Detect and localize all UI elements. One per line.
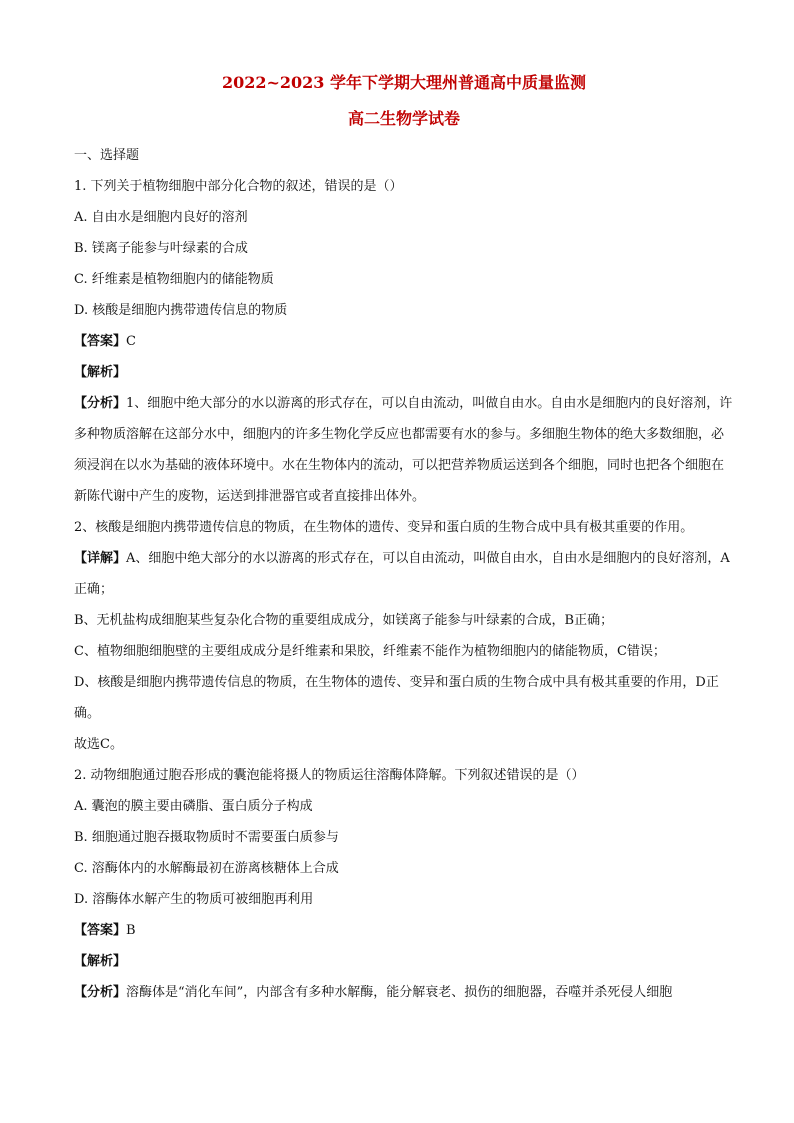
q2-answer-value: B (126, 923, 136, 938)
q1-fenxi-1 (74, 388, 734, 512)
section-heading: 一、选择题 (74, 148, 140, 163)
q1-fenxi-1-text: 1、细胞中绝大部分的水以游离的形式存在，可以自由流动，叫做自由水。自由水是细胞内的良好溶剂，许多种物质溶解在这部分水中，细胞内的许多生物化学反应也都需要有水的参与。多细胞生物体的绝大多数细胞，必须浸润在以水为基础的液体环境中。水在生物体内的流动，可以把营养物质运送到各个细胞，同时也把各个细胞在新陈代谢中产生的废物，运送到排泄器官或者直接排出体外。 (74, 396, 733, 504)
q1-xiangjie-b: B、无机盐构成细胞某些复杂化合物的重要组成成分，如镁离子能参与叶绿素的合成，B正确； (74, 613, 614, 628)
q1-xiangjie-tag: 【详解】 (74, 551, 127, 566)
q1-stem: 1. 下列关于植物细胞中部分化合物的叙述，错误的是（） (74, 179, 403, 194)
q2-stem: 2. 动物细胞通过胞吞形成的囊泡能将摄人的物质运往溶酶体降解。下列叙述错误的是（） (74, 768, 585, 783)
q2-fenxi-1 (74, 977, 734, 1008)
q1-answer-tag: 【答案】 (74, 334, 127, 349)
q2-option-a: A. 囊泡的膜主要由磷脂、蛋白质分子构成 (74, 799, 313, 814)
page-title: 2022~2023 学年下学期大理州普通高中质量监测 (221, 73, 587, 92)
q1-xiangjie-d: D、核酸是细胞内携带遗传信息的物质，在生物体的遗传、变异和蛋白质的生物合成中具有极其重要的作用，D正确。 (74, 675, 719, 721)
q1-conclusion: 故选C。 (74, 737, 123, 752)
q1-option-a: A. 自由水是细胞内良好的溶剂 (74, 210, 248, 225)
q1-answer (74, 326, 734, 357)
q2-option-d: D. 溶酶体水解产生的物质可被细胞再利用 (74, 892, 314, 907)
q1-fenxi-2: 2、核酸是细胞内携带遗传信息的物质，在生物体的遗传、变异和蛋白质的生物合成中具有极其重要的作用。 (74, 520, 694, 535)
q2-analysis-tag: 【解析】 (74, 954, 127, 969)
q2-option-c: C. 溶酶体内的水解酶最初在游离核糖体上合成 (74, 861, 339, 876)
q1-option-d: D. 核酸是细胞内携带遗传信息的物质 (74, 303, 288, 318)
document-page (74, 64, 734, 1008)
page-subtitle: 高二生物学试卷 (347, 109, 460, 128)
q2-fenxi-tag: 【分析】 (74, 985, 127, 1000)
q1-xiangjie-a-text: A、细胞中绝大部分的水以游离的形式存在，可以自由流动，叫做自由水，自由水是细胞内的良好溶剂，A正确； (74, 551, 730, 597)
q2-option-b: B. 细胞通过胞吞摄取物质时不需要蛋白质参与 (74, 830, 339, 845)
q2-answer-tag: 【答案】 (74, 923, 127, 938)
q1-xiangjie-c: C、植物细胞细胞壁的主要组成成分是纤维素和果胶，纤维素不能作为植物细胞内的储能物质，C错误； (74, 644, 666, 659)
q2-fenxi-1-text: 溶酶体是“消化车间”，内部含有多种水解酶，能分解衰老、损伤的细胞器，吞噬并杀死侵人细胞 (126, 985, 673, 1000)
q1-analysis-tag: 【解析】 (74, 365, 127, 380)
q1-xiangjie-a (74, 543, 734, 605)
q2-answer (74, 915, 734, 946)
q1-option-c: C. 纤维素是植物细胞内的储能物质 (74, 272, 274, 287)
q1-fenxi-tag: 【分析】 (74, 396, 127, 411)
q1-analysis-heading (74, 357, 734, 388)
q1-option-b: B. 镁离子能参与叶绿素的合成 (74, 241, 248, 256)
q2-analysis-heading (74, 946, 734, 977)
q1-answer-value: C (126, 334, 136, 349)
